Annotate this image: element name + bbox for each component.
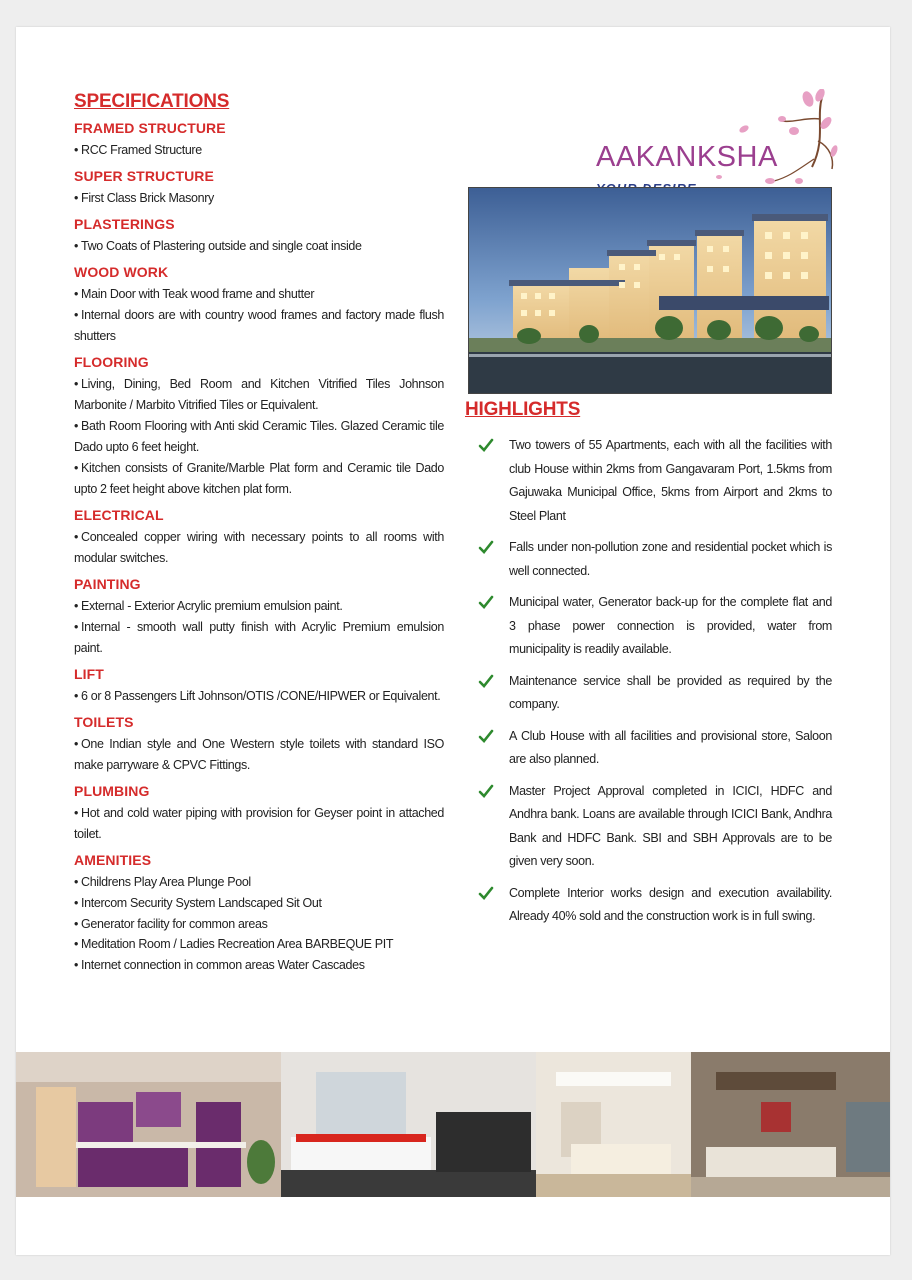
spec-section [74,216,444,257]
spec-item [74,305,444,347]
bullet-icon: • [74,689,79,703]
bullet-icon: • [74,530,79,544]
spec-section-heading: WOOD WORK [74,264,169,280]
spec-item [74,617,444,659]
highlight-item [478,780,832,874]
spec-item [74,284,444,305]
spec-section-heading: PLASTERINGS [74,216,175,232]
spec-item-text: Two Coats of Plastering outside and single coat inside [81,239,362,253]
spec-item [74,188,444,209]
spec-section [74,507,444,569]
spec-item [74,527,444,569]
spec-item-text: Living, Dining, Bed Room and Kitchen Vitrified Tiles Johnson Marbonite / Marbito Vitrified Tiles or Equivalent. [74,377,444,412]
spec-item-text: One Indian style and One Western style toilets with standard ISO make parryware & CPVC Fittings. [74,737,444,772]
spec-section [74,354,444,500]
spec-item-text: Bath Room Flooring with Anti skid Ceramic Tiles. Glazed Ceramic tile Dado upto 6 feet height. [74,419,444,454]
spec-item-text: Internal doors are with country wood frames and factory made flush shutters [74,308,444,343]
highlight-item [478,725,832,772]
bullet-icon: • [74,737,79,751]
highlights-list [478,434,832,937]
spec-item [74,934,444,955]
spec-section [74,783,444,845]
bullet-icon: • [74,599,79,613]
specifications-sections [74,120,444,976]
spec-item [74,734,444,776]
spec-item-text: Hot and cold water piping with provision for Geyser point in attached toilet. [74,806,444,841]
check-icon [478,673,494,689]
bullet-icon: • [74,895,79,910]
bullet-icon: • [74,806,79,820]
check-icon [478,783,494,799]
highlights-title: HIGHLIGHTS [465,399,581,420]
spec-item [74,416,444,458]
spec-item [74,803,444,845]
brochure-page [16,27,890,1255]
spec-item-text: Internet connection in common areas Water Cascades [81,958,365,973]
brand-name: AAKANKSHA [596,141,778,173]
spec-item [74,140,444,161]
bullet-icon: • [74,239,79,253]
check-icon [478,594,494,610]
spec-section [74,852,444,976]
bullet-icon: • [74,620,79,634]
spec-section-heading: ELECTRICAL [74,507,164,523]
highlight-item [478,670,832,717]
highlight-item [478,591,832,662]
spec-item-text: Intercom Security System Landscaped Sit Out [81,895,322,910]
spec-section-heading: LIFT [74,666,104,682]
bullet-icon: • [74,461,79,475]
spec-section [74,666,444,707]
spec-section [74,120,444,161]
bullet-icon: • [74,143,79,157]
bullet-icon: • [74,377,79,391]
highlight-text: A Club House with all facilities and provisional store, Saloon are also planned. [509,728,832,766]
check-icon [478,437,494,453]
spec-section-heading: AMENITIES [74,852,152,868]
highlight-text: Falls under non-pollution zone and residential pocket which is well connected. [509,540,832,578]
highlight-text: Two towers of 55 Apartments, each with all the facilities with club House within 2kms from Gangavaram Port, 1.5kms from Gajuwaka Municipal Office, 5kms from Airport and 2kms to Steel Plant [509,438,832,523]
highlight-item [478,882,832,929]
spec-section-heading: FRAMED STRUCTURE [74,120,226,136]
spec-item [74,236,444,257]
spec-section-heading: TOILETS [74,714,134,730]
spec-item [74,374,444,416]
spec-section [74,714,444,776]
spec-section [74,264,444,347]
spec-item-text: Meditation Room / Ladies Recreation Area BARBEQUE PIT [81,937,394,952]
spec-item [74,914,444,935]
spec-item-text: Kitchen consists of Granite/Marble Plat form and Ceramic tile Dado upto 2 feet height above kitchen plat form. [74,461,444,496]
brand-logo [594,89,839,179]
interior-photos-strip [16,1052,890,1197]
bullet-icon: • [74,958,79,973]
spec-item-text: Childrens Play Area Plunge Pool [81,875,251,889]
bullet-icon: • [74,191,79,205]
specifications-title: SPECIFICATIONS [74,91,230,112]
spec-item [74,596,444,617]
highlight-text: Master Project Approval completed in ICICI, HDFC and Andhra bank. Loans are available through ICICI Bank, Andhra Bank and HDFC Bank. SBI and SBH Approvals are to be given very soon. [509,783,832,868]
spec-item-text: First Class Brick Masonry [81,191,214,205]
spec-section-heading: SUPER STRUCTURE [74,168,214,184]
spec-item-text: 6 or 8 Passengers Lift Johnson/OTIS /CONE/HIPWER or Equivalent. [81,689,441,703]
spec-item-text: External - Exterior Acrylic premium emulsion paint. [81,599,343,613]
highlight-item [478,434,832,528]
spec-section [74,168,444,209]
spec-item [74,893,444,914]
highlight-item [478,536,832,583]
check-icon [478,885,494,901]
spec-section-heading: PAINTING [74,576,141,592]
bullet-icon: • [74,308,79,322]
spec-section [74,576,444,659]
bullet-icon: • [74,287,79,301]
check-icon [478,728,494,744]
cherry-blossom-icon [594,89,839,189]
spec-item-text: Internal - smooth wall putty finish with Acrylic Premium emulsion paint. [74,620,444,655]
bullet-icon: • [74,937,79,952]
building-photo [468,187,832,394]
spec-item-text: RCC Framed Structure [81,143,202,157]
spec-item [74,458,444,500]
spec-item-text: Main Door with Teak wood frame and shutter [81,287,315,301]
spec-item [74,686,444,707]
bullet-icon: • [74,916,79,931]
highlight-text: Maintenance service shall be provided as required by the company. [509,673,832,711]
spec-item-text: Concealed copper wiring with necessary points to all rooms with modular switches. [74,530,444,565]
highlight-text: Complete Interior works design and execution availability. Already 40% sold and the construction work is in full swing. [509,885,832,923]
specifications-column [74,91,444,976]
check-icon [478,539,494,555]
bullet-icon: • [74,419,79,433]
spec-item [74,955,444,976]
spec-section-heading: PLUMBING [74,783,150,799]
spec-item [74,872,444,893]
spec-item-text: Generator facility for common areas [81,916,268,931]
highlight-text: Municipal water, Generator back-up for the complete flat and 3 phase power connection is provided, water from municipality is readily available. [509,595,832,656]
spec-section-heading: FLOORING [74,354,149,370]
bullet-icon: • [74,875,79,889]
